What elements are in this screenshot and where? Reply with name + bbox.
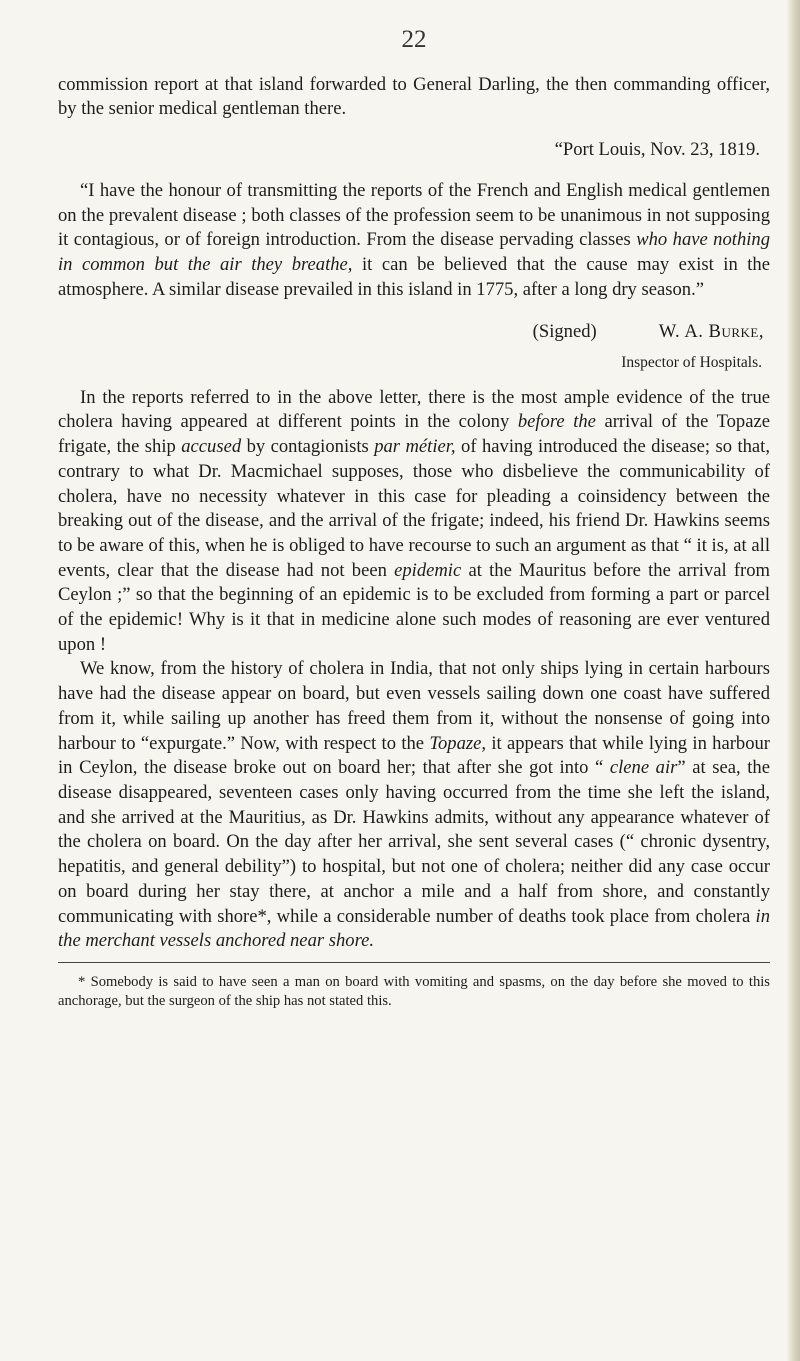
p2-emphasis-2: clene air xyxy=(609,757,678,779)
letter-text-2: it can be believed that the cause may exist in the atmosphere. A similar disease prevailed in this island in 1775, after a long dry season.” xyxy=(58,253,770,300)
footnote: * Somebody is said to have seen a man on board with vomiting and spasms, on the day before she moved to this anchorage, but the surgeon of the ship has not stated this. xyxy=(58,973,770,1009)
p1-emphasis-2: accused xyxy=(181,436,242,458)
p1-text-1: In the reports referred to in the above letter, there is the most ample evidence of the true cholera having appeared at different points in the colony xyxy=(58,386,770,433)
p2-emphasis-3: in the merchant vessels anchored near shore. xyxy=(58,905,770,952)
paragraph-topaze-evidence xyxy=(58,386,770,658)
letter-body xyxy=(58,179,770,303)
p1-text-4: of having introduced the disease; so that, contrary to what Dr. Macmichael supposes, those who disbelieve the communicability of cholera, have no necessity whatever in this case for pleading a coinsidency between the breaking out of the disease, and the arrival of the frigate; indeed, his friend Dr. Hawkins seems to be aware of this, when he is obliged to have recourse to such an argument as that “ it is, at all events, clear that the disease had not been xyxy=(58,436,770,581)
p2-text-3: ” at sea, the disease disappeared, seventeen cases only having occurred from the time she left the island, and she arrived at the Mauritius, as Dr. Hawkins admits, without any appearance whatever of the cholera on board. On the day after her arrival, she sent several cases (“ chronic dysentry, hepatitis, and general debility”) to hospital, but not one of cholera; neither did any case occur on board during her stay there, at anchor a mile and a half from shore, and constantly communicating with shore*, while a considerable number of deaths took place from cholera xyxy=(58,757,770,927)
letter-dateline: “Port Louis, Nov. 23, 1819. xyxy=(554,139,760,161)
p1-emphasis-3: par métier, xyxy=(374,436,456,458)
book-page xyxy=(58,28,770,1011)
letter-text-1: “I have the honour of transmitting the reports of the French and English medical gentlemen on the prevalent disease ; both classes of the profession seem to be unanimous in not supposing it contagious, or of foreign introduction. From the disease pervading classes xyxy=(58,179,770,251)
paragraph-cholera-history xyxy=(58,657,770,953)
p1-emphasis-1: before the xyxy=(517,411,596,433)
letter-emphasis: who have nothing in common but the air they breathe, xyxy=(58,229,770,275)
intro-paragraph: commission report at that island forwarded to General Darling, the then commanding officer, by the senior medical gentleman there. xyxy=(58,73,770,120)
signer-name: W. A. Burke, xyxy=(658,321,764,343)
signer-title: Inspector of Hospitals. xyxy=(621,354,762,372)
signed-label: (Signed) xyxy=(532,321,597,343)
p1-text-5: at the Mauritus before the arrival from Ceylon ;” so that the beginning of an epidemic is to be excluded from forming a part or parcel of the epidemic! Why is it that in medicine alone such modes of reasoning are ever ventured upon ! xyxy=(58,559,770,655)
signature-block xyxy=(58,320,764,375)
signed-line xyxy=(58,320,764,345)
p2-text-1: We know, from the history of cholera in India, that not only ships lying in certain harbours have had the disease appear on board, but even vessels sailing down one coast have suffered from it, while sailing up another has freed them from it, without the nonsense of going into harbour to “expurgate.” Now, with respect to the xyxy=(58,658,770,754)
p1-emphasis-4: epidemic xyxy=(394,559,462,581)
p1-text-3: by contagionists xyxy=(241,436,375,458)
p2-emphasis-1: Topaze, xyxy=(429,732,487,754)
p2-text-2: it appears that while lying in harbour in Ceylon, the disease broke out on board her; that after she got into “ xyxy=(58,732,770,779)
footnote-divider xyxy=(58,962,770,963)
p1-text-2: arrival of the Topaze frigate, the ship xyxy=(58,411,770,458)
page-edge-shadow xyxy=(786,0,800,1361)
page-number: 22 xyxy=(401,26,427,53)
